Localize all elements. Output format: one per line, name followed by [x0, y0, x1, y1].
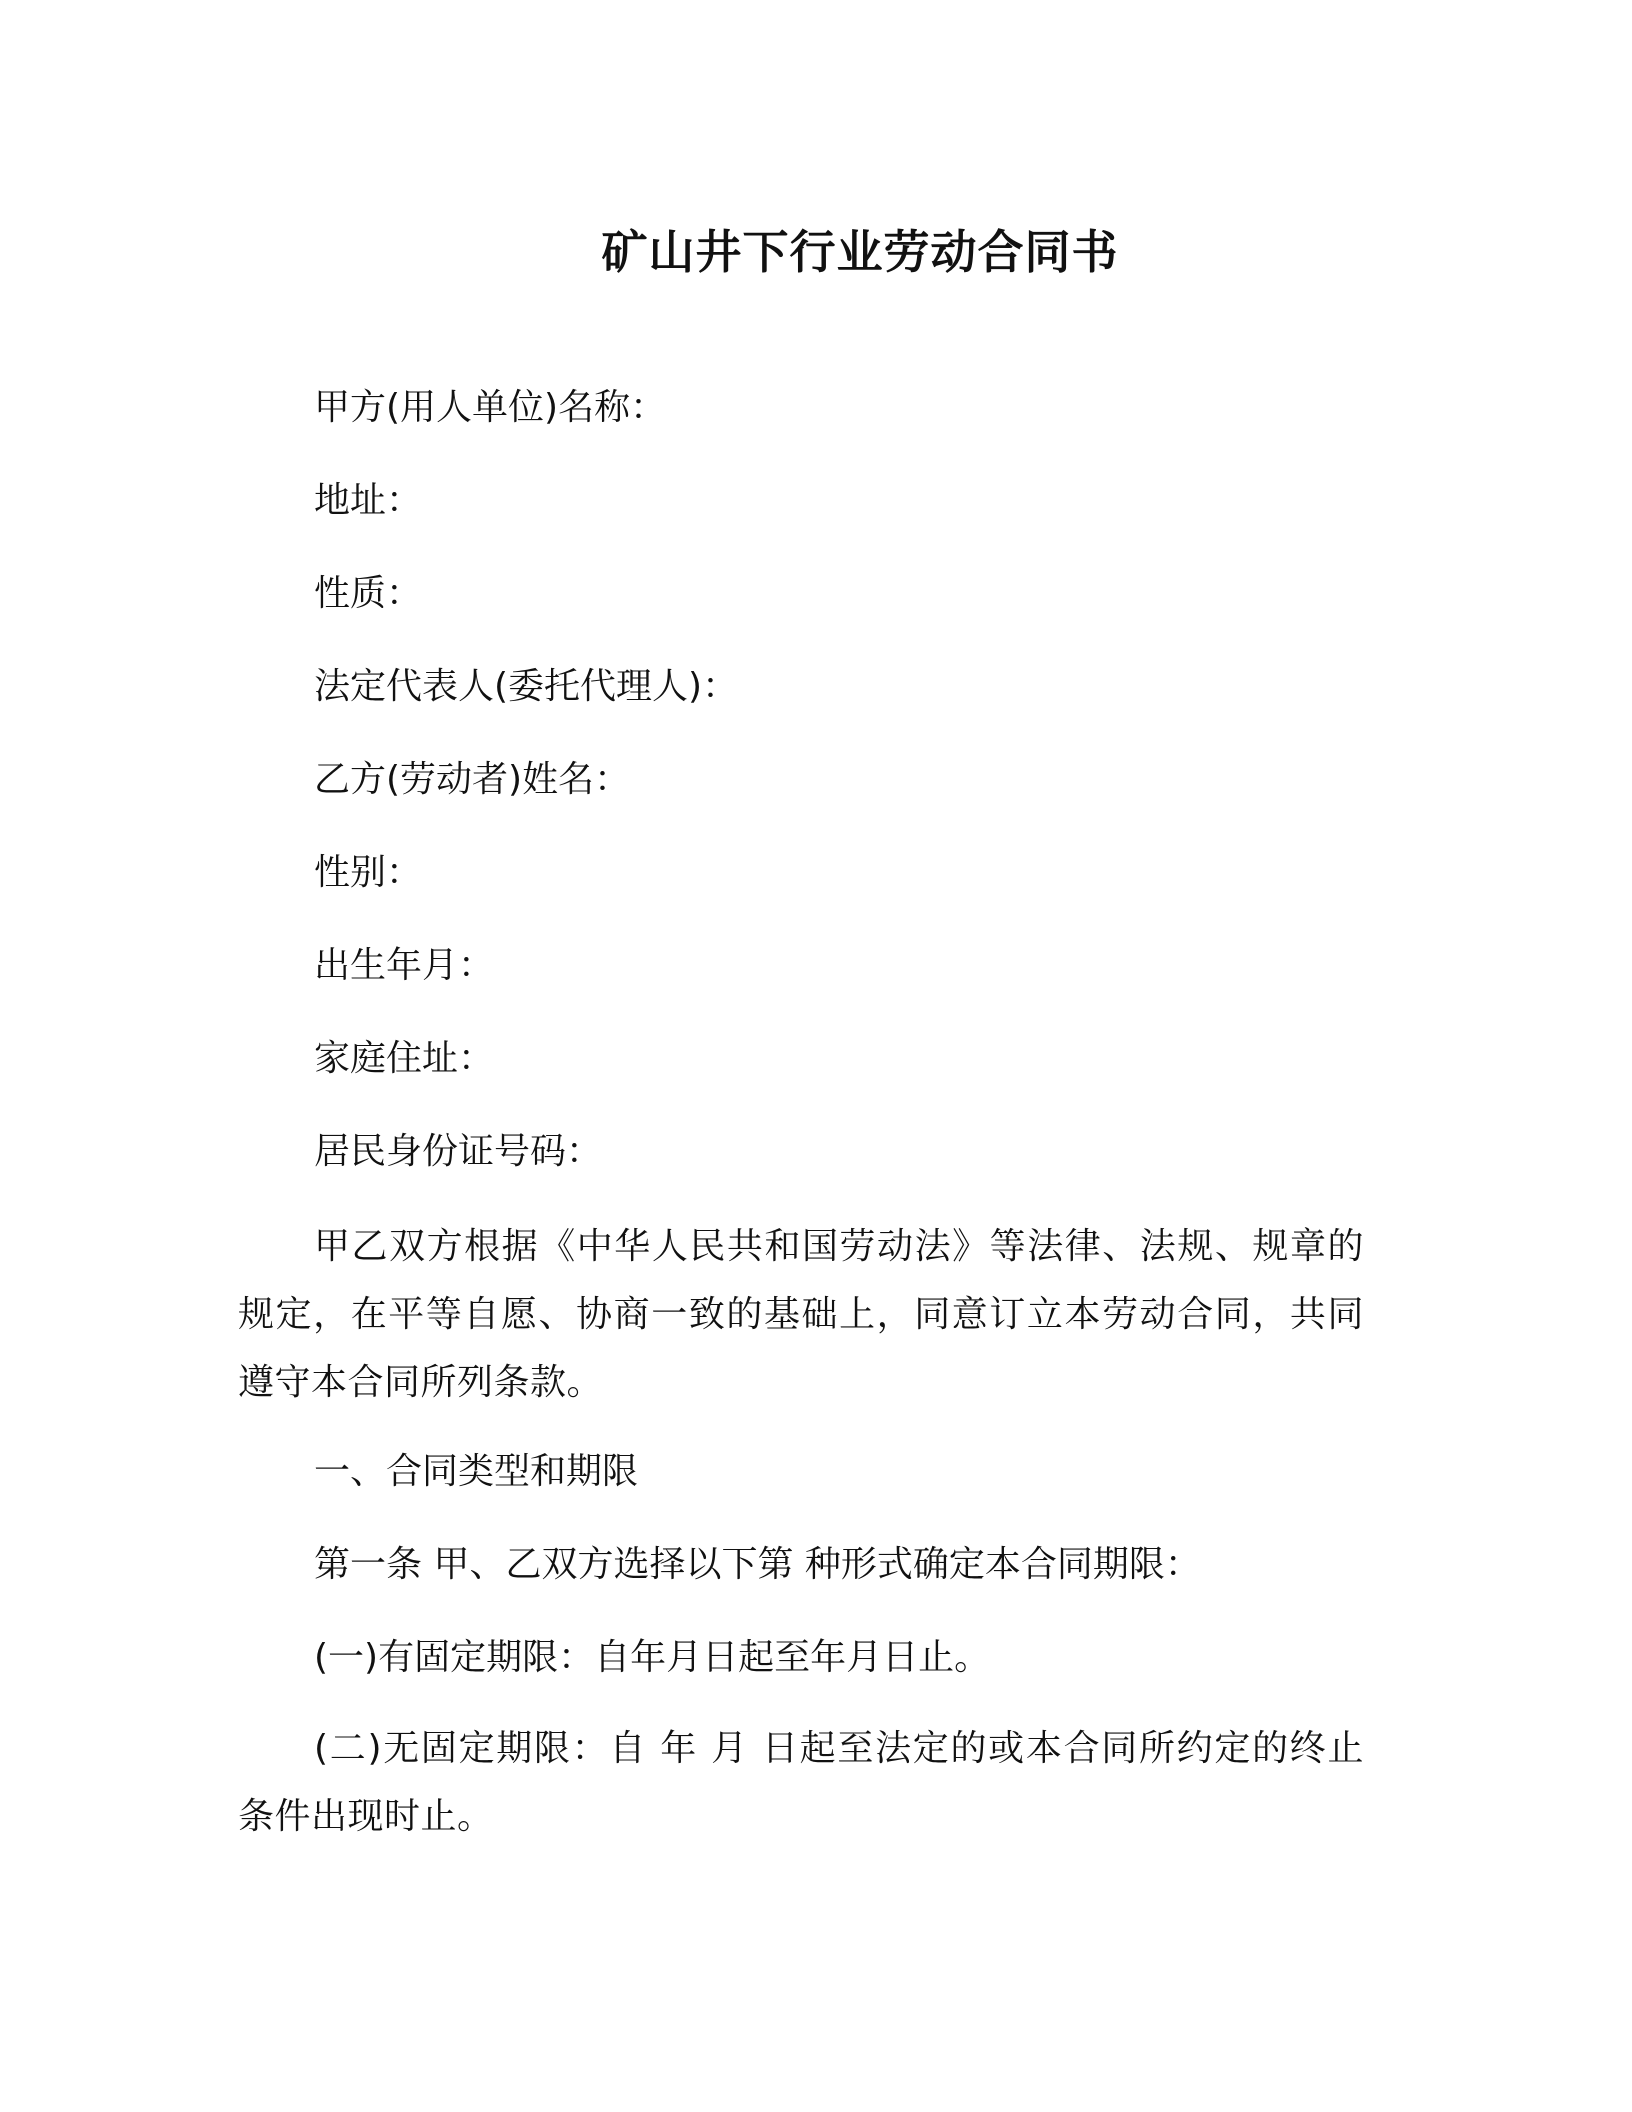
field-id-number: 居民身份证号码：	[314, 1131, 603, 1172]
field-birth-date: 出生年月：	[314, 945, 495, 986]
field-address: 地址：	[314, 480, 423, 521]
term-option-open-ended: (二)无固定期限：自 年 月 日起至法定的或本合同所约定的终止条件出现时止。	[238, 1728, 1364, 1837]
field-legal-representative: 法定代表人(委托代理人)：	[314, 666, 739, 707]
section-heading: 一、合同类型和期限	[314, 1451, 639, 1492]
document-title: 矿山井下行业劳动合同书	[601, 225, 1119, 279]
article-1: 第一条 甲、乙双方选择以下第 种形式确定本合同期限：	[314, 1544, 1201, 1585]
term-option-fixed: (一)有固定期限：自年月日起至年月日止。	[314, 1637, 991, 1678]
field-employer-name: 甲方(用人单位)名称：	[314, 387, 667, 428]
field-employee-name: 乙方(劳动者)姓名：	[314, 759, 631, 800]
preamble-paragraph: 甲乙双方根据《中华人民共和国劳动法》等法律、法规、规章的规定，在平等自愿、协商一致的基础上，同意订立本劳动合同，共同遵守本合同所列条款。	[238, 1226, 1364, 1403]
field-home-address: 家庭住址：	[314, 1038, 495, 1079]
field-nature: 性质：	[314, 573, 423, 614]
field-gender: 性别：	[314, 852, 423, 893]
